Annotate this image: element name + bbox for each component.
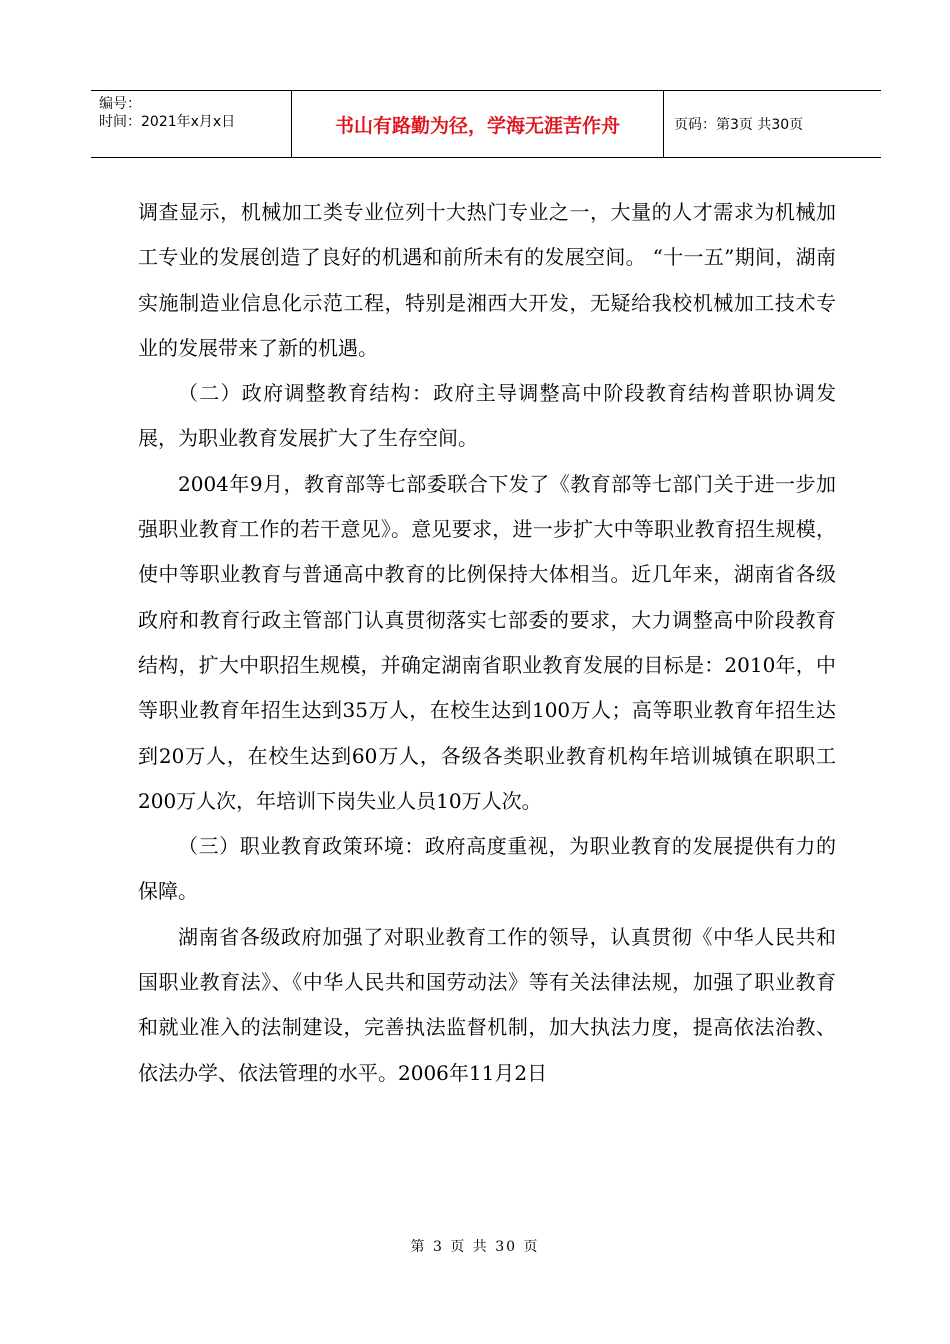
body-paragraph: 湖南省各级政府加强了对职业教育工作的领导，认真贯彻《中华人民共和国职业教育法》、《中华人民共和国劳动法》等有关法律法规，加强了职业教育和就业准入的法制建设，完善执法监督机制，加大执法力度，提高依法治教、依法办学、依法管理的水平。2006年11月2日	[138, 924, 836, 1085]
body-paragraph: 调查显示，机械加工类专业位列十大热门专业之一，大量的人才需求为机械加工专业的发展创造了良好的机遇和前所未有的发展空间。 “十一五”期间，湖南实施制造业信息化示范工程，特别是湘西大开发，无疑给我校机械加工技术专业的发展带来了新的机遇。	[138, 200, 836, 360]
section-heading: （三）职业教育政策环境：政府高度重视，为职业教育的发展提供有力的保障。	[138, 834, 836, 904]
page-footer: 第 3 页 共 30 页	[410, 1239, 540, 1255]
section-heading: （二）政府调整教育结构：政府主导调整高中阶段教育结构普职协调发展，为职业教育发展扩大了生存空间。	[138, 381, 836, 451]
document-header	[91, 90, 881, 158]
document-body	[138, 190, 836, 1096]
header-page-info: 页码：第3页 共30页	[674, 117, 804, 133]
document-number-label: 编号：	[99, 96, 141, 112]
header-meta	[91, 91, 292, 157]
document-time-label: 时间：2021年x月x日	[99, 114, 236, 130]
body-paragraph: 2004年9月，教育部等七部委联合下发了《教育部等七部门关于进一步加强职业教育工作的若干意见》。意见要求，进一步扩大中等职业教育招生规模，使中等职业教育与普通高中教育的比例保持大体相当。近几年来，湖南省各级政府和教育行政主管部门认真贯彻落实七部委的要求，大力调整高中阶段教育结构，扩大中职招生规模，并确定湖南省职业教育发展的目标是：2010年，中等职业教育年招生达到35万人，在校生达到100万人；高等职业教育年招生达到20万人，在校生达到60万人，各级各类职业教育机构年培训城镇在职职工200万人次，年培训下岗失业人员10万人次。	[138, 471, 836, 813]
header-motto: 书山有路勤为径，学海无涯苦作舟	[292, 91, 664, 157]
